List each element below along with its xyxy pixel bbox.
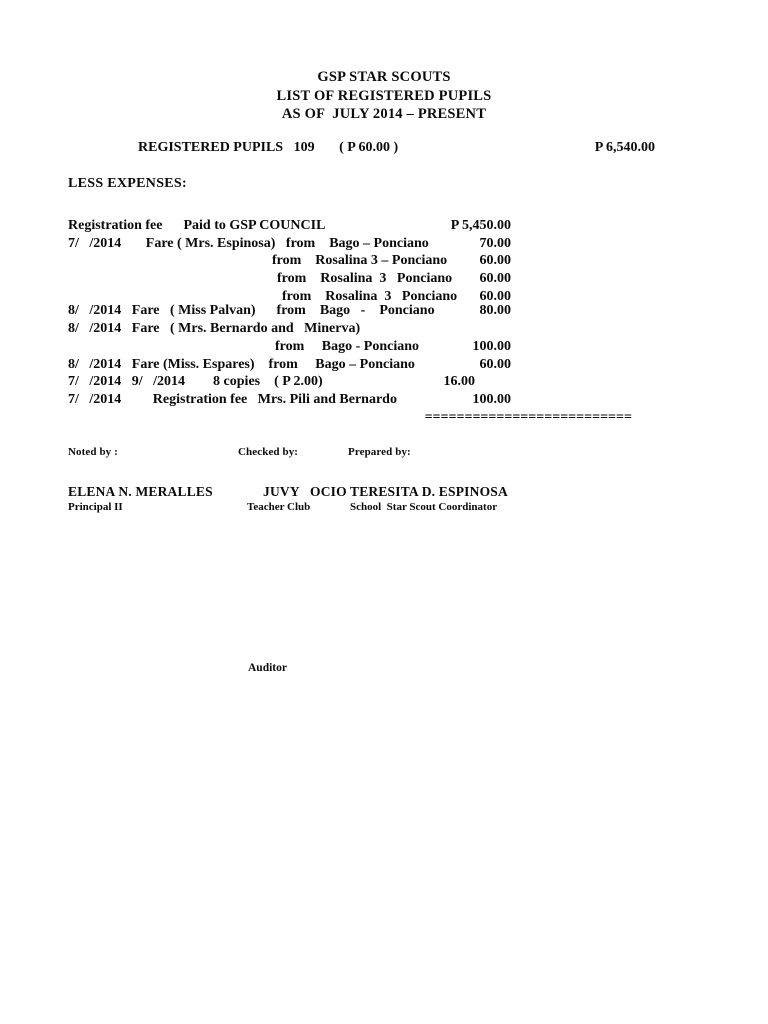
- doc-subtitle: LIST OF REGISTERED PUPILS: [276, 87, 492, 104]
- expense-amount: 100.00: [472, 392, 511, 407]
- expense-description: Registration fee Paid to GSP COUNCIL: [68, 218, 326, 233]
- prepared-by-title: School Star Scout Coordinator: [350, 501, 498, 513]
- expense-amount: 100.00: [472, 339, 511, 354]
- expense-row: [0, 392, 768, 410]
- expense-row: [0, 357, 768, 375]
- registered-pupils-total: P 6,540.00: [594, 140, 655, 155]
- expense-row: [0, 303, 768, 321]
- expense-row: [0, 218, 768, 236]
- expense-row: [0, 236, 768, 254]
- expense-description: from Rosalina 3 Ponciano: [282, 289, 458, 304]
- expense-amount: 16.00: [443, 374, 475, 389]
- expense-description: 8/ /2014 Fare ( Mrs. Bernardo and Minerva): [68, 321, 361, 336]
- expense-amount: 60.00: [479, 253, 511, 268]
- expense-description: 7/ /2014 Fare ( Mrs. Espinosa) from Bago – Ponciano: [68, 236, 429, 251]
- expense-row: [0, 321, 768, 339]
- document-header: [0, 68, 768, 124]
- expense-description: 8/ /2014 Fare ( Miss Palvan) from Bago - Ponciano: [68, 303, 435, 318]
- less-expenses-heading: LESS EXPENSES:: [68, 176, 187, 191]
- noted-by-label: Noted by :: [68, 446, 118, 458]
- noted-by-name: ELENA N. MERALLES: [68, 484, 213, 499]
- doc-title: GSP STAR SCOUTS: [317, 69, 451, 85]
- registered-pupils-line: REGISTERED PUPILS 109 ( P 60.00 ): [138, 140, 399, 155]
- expense-row: [0, 374, 768, 392]
- expense-amount: 60.00: [479, 271, 511, 286]
- auditor-label: Auditor: [248, 662, 287, 674]
- noted-by-title: Principal II: [68, 501, 123, 513]
- checked-by-label: Checked by:: [238, 446, 299, 458]
- expense-description: from Bago - Ponciano: [275, 339, 420, 354]
- expense-description: 8/ /2014 Fare (Miss. Espares) from Bago – Ponciano: [68, 357, 415, 372]
- expense-description: 7/ /2014 Registration fee Mrs. Pili and Bernardo: [68, 392, 397, 407]
- expense-row: [0, 271, 768, 289]
- expense-row: [0, 253, 768, 271]
- prepared-by-name: TERESITA D. ESPINOSA: [350, 484, 508, 499]
- expense-amount: 60.00: [479, 357, 511, 372]
- expense-row: [0, 339, 768, 357]
- expense-amount: P 5,450.00: [450, 218, 511, 233]
- expense-description: from Rosalina 3 – Ponciano: [272, 253, 448, 268]
- doc-date-range: AS OF JULY 2014 – PRESENT: [281, 106, 487, 123]
- total-separator: ==========================: [424, 410, 632, 425]
- expense-amount: 70.00: [479, 236, 511, 251]
- expense-description: from Rosalina 3 Ponciano: [277, 271, 453, 286]
- checked-by-name: JUVY OCIO: [263, 484, 347, 499]
- prepared-by-label: Prepared by:: [348, 446, 411, 458]
- expense-description: 7/ /2014 9/ /2014 8 copies ( P 2.00): [68, 374, 323, 389]
- expense-amount: 80.00: [479, 303, 511, 318]
- expense-amount: 60.00: [479, 289, 511, 304]
- checked-by-title: Teacher Club: [247, 501, 311, 513]
